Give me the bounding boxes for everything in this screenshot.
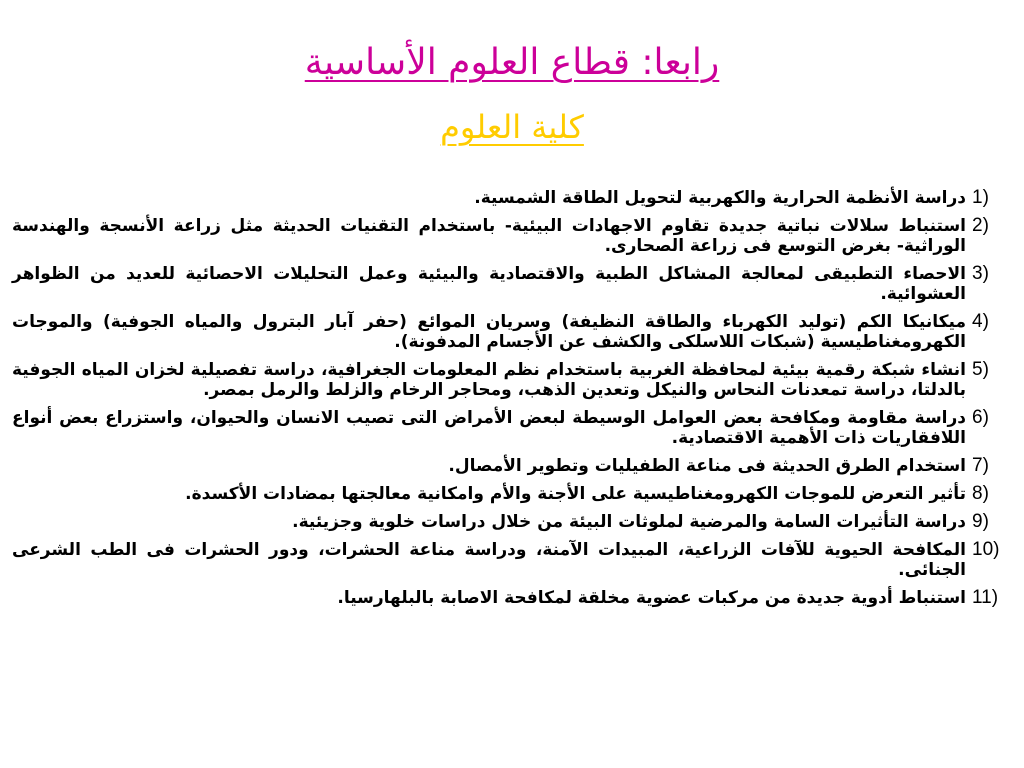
list-item <box>12 455 989 476</box>
item-number: 9) <box>972 511 989 532</box>
item-number: 1) <box>972 187 989 208</box>
item-text: استخدام الطرق الحديثة فى مناعة الطفيليات وتطوير الأمصال. <box>448 456 966 476</box>
item-text: دراسة الأنظمة الحرارية والكهربية لتحويل الطاقة الشمسية. <box>474 188 966 208</box>
list-item <box>12 187 989 208</box>
list-item <box>12 311 989 352</box>
item-number: 3) <box>972 263 989 284</box>
item-text: تأثير التعرض للموجات الكهرومغناطيسية على الأجنة والأم وامكانية معالجتها بمضادات الأكسدة. <box>185 484 966 504</box>
research-list <box>12 187 1000 616</box>
item-text: دراسة مقاومة ومكافحة بعض العوامل الوسيطة لبعض الأمراض التى تصيب الانسان والحيوان، واستزراع بعض أنواع اللافقاريات ذات الأهمية الاقتصادية. <box>12 408 966 448</box>
list-item <box>12 359 989 400</box>
item-number: 5) <box>972 359 989 380</box>
list-item <box>12 215 989 256</box>
item-number: 6) <box>972 407 989 428</box>
item-number: 4) <box>972 311 989 332</box>
item-number: 7) <box>972 455 989 476</box>
list-item <box>12 587 999 608</box>
list-item <box>12 407 989 448</box>
item-text: المكافحة الحيوية للآفات الزراعية، المبيدات الآمنة، ودراسة مناعة الحشرات، ودور الحشرات فى الطب الشرعى الجنائى. <box>12 540 966 580</box>
page-subtitle <box>0 104 1024 150</box>
list-item <box>12 483 989 504</box>
item-number: 11) <box>972 587 999 608</box>
page-subtitle-text: كلية العلوم <box>440 108 584 146</box>
page-title-text: رابعا: قطاع العلوم الأساسية <box>304 42 720 83</box>
item-text: استنباط سلالات نباتية جديدة تقاوم الاجهادات البيئية- باستخدام التقنيات الحديثة مثل زراعة الأنسجة والهندسة الوراثية- بغرض التوسع فى زراعة الصحارى. <box>12 216 966 256</box>
item-number: 2) <box>972 215 989 236</box>
page-title <box>0 38 1024 88</box>
list-item <box>12 263 989 304</box>
item-text: استنباط أدوية جديدة من مركبات عضوية مخلقة لمكافحة الاصابة بالبلهارسيا. <box>337 588 966 608</box>
item-text: الاحصاء التطبيقى لمعالجة المشاكل الطبية والاقتصادية والبيئية وعمل التحليلات الاحصائية للعديد من الظواهر العشوائية. <box>12 264 966 304</box>
item-number: 10) <box>972 539 1000 560</box>
item-number: 8) <box>972 483 989 504</box>
item-text: انشاء شبكة رقمية بيئية لمحافظة الغربية باستخدام نظم المعلومات الجغرافية، دراسة تفصيلية لخزان المياه الجوفية بالدلتا، دراسة تمعدنات النحاس والنيكل وتعدين الذهب، ومحاجر الرخام والزلط والرمل بمصر. <box>12 360 966 400</box>
list-item <box>12 539 1000 580</box>
item-text: ميكانيكا الكم (توليد الكهرباء والطاقة النظيفة) وسريان الموائع (حفر آبار البترول والمياه الجوفية) والموجات الكهرومغناطيسية (شبكات اللاسلكى والكشف عن الأجسام المدفونة). <box>12 312 966 352</box>
item-text: دراسة التأثيرات السامة والمرضية لملوثات البيئة من خلال دراسات خلوية وجزيئية. <box>292 512 966 532</box>
list-item <box>12 511 989 532</box>
